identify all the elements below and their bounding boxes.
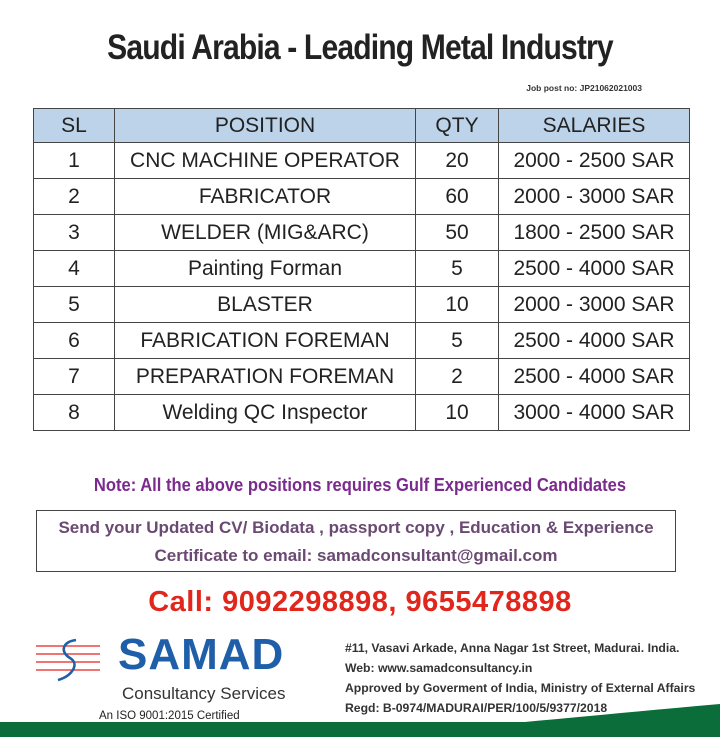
cell-qty: 2 [416,359,499,395]
cell-qty: 5 [416,323,499,359]
header-sl: SL [34,109,115,143]
job-post-number: Job post no: JP21062021003 [526,83,642,93]
cell-position: BLASTER [115,287,416,323]
samad-logo-icon [32,636,104,684]
address-line: #11, Vasavi Arkade, Anna Nagar 1st Street, Madurai. India. [345,641,680,655]
cell-salary: 2000 - 3000 SAR [499,287,690,323]
cell-salary: 2500 - 4000 SAR [499,251,690,287]
cell-position: Welding QC Inspector [115,395,416,431]
cell-salary: 2000 - 3000 SAR [499,179,690,215]
header-salaries: SALARIES [499,109,690,143]
send-cv-box [36,510,676,572]
table-header-row [34,109,690,143]
cell-position: CNC MACHINE OPERATOR [115,143,416,179]
cell-position: FABRICATION FOREMAN [115,323,416,359]
header-qty: QTY [416,109,499,143]
cell-position: Painting Forman [115,251,416,287]
cell-salary: 3000 - 4000 SAR [499,395,690,431]
registration-line: Regd: B-0974/MADURAI/PER/100/5/9377/2018 [345,701,608,715]
cell-sl: 4 [34,251,115,287]
cell-qty: 20 [416,143,499,179]
cell-sl: 5 [34,287,115,323]
page-title: Saudi Arabia - Leading Metal Industry [107,28,613,67]
positions-table [33,108,690,431]
cell-salary: 2500 - 4000 SAR [499,323,690,359]
cell-salary: 1800 - 2500 SAR [499,215,690,251]
cell-sl: 2 [34,179,115,215]
table-row [34,179,690,215]
cell-sl: 6 [34,323,115,359]
cell-qty: 10 [416,395,499,431]
cell-qty: 60 [416,179,499,215]
cell-qty: 10 [416,287,499,323]
table-row [34,395,690,431]
cell-position: WELDER (MIG&ARC) [115,215,416,251]
table-row [34,323,690,359]
logo-subtitle: Consultancy Services [122,684,286,703]
website-line: Web: www.samadconsultancy.in [345,661,533,675]
cell-qty: 5 [416,251,499,287]
table-row [34,359,690,395]
send-line-1: Send your Updated CV/ Biodata , passport copy , Education & Experience [58,518,654,537]
send-line-2: Certificate to email: samadconsultant@gmail.com [154,546,558,565]
company-logo [32,630,292,730]
footer-bar [0,722,720,737]
table-row [34,287,690,323]
table-row [34,143,690,179]
cell-position: FABRICATOR [115,179,416,215]
cell-qty: 50 [416,215,499,251]
table-row [34,251,690,287]
cell-position: PREPARATION FOREMAN [115,359,416,395]
cell-salary: 2500 - 4000 SAR [499,359,690,395]
cell-sl: 7 [34,359,115,395]
logo-name: SAMAD [118,630,285,679]
note-text: Note: All the above positions requires Gulf Experienced Candidates [93,475,627,495]
call-numbers: Call: 9092298898, 9655478898 [148,586,572,618]
table-row [34,215,690,251]
cell-sl: 8 [34,395,115,431]
header-position: POSITION [115,109,416,143]
cell-salary: 2000 - 2500 SAR [499,143,690,179]
cell-sl: 3 [34,215,115,251]
iso-certification: An ISO 9001:2015 Certified [99,710,240,722]
approval-line: Approved by Goverment of India, Ministry of External Affairs [345,681,696,695]
cell-sl: 1 [34,143,115,179]
